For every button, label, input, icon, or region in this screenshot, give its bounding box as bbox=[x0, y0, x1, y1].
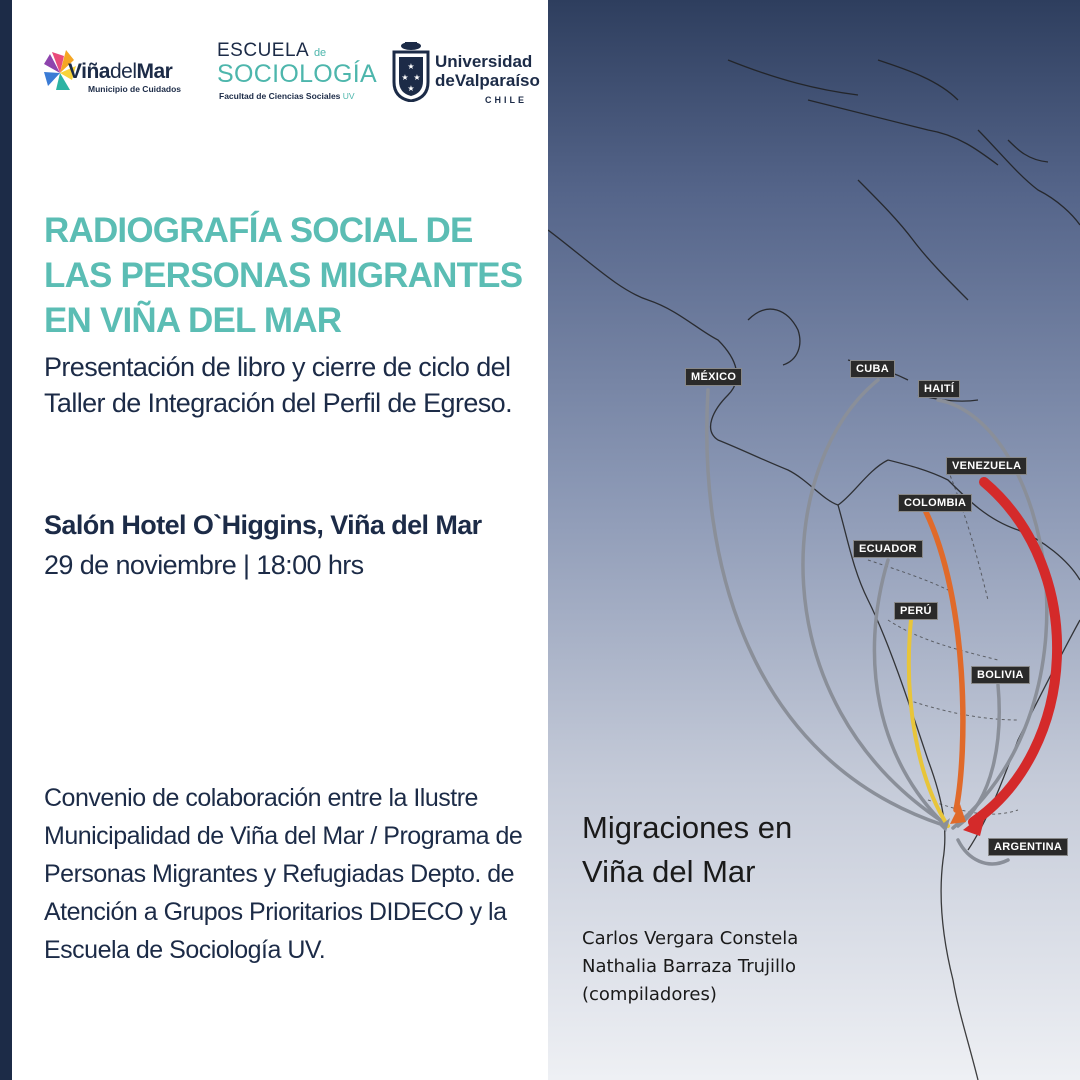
book-title bbox=[582, 806, 792, 894]
event-title bbox=[44, 208, 544, 343]
svg-text:★: ★ bbox=[401, 73, 409, 82]
collaboration-note: Convenio de colaboración entre la Ilustre Municipalidad de Viña del Mar / Programa de Personas Migrantes y Refugiadas Depto. de Atención a Grupos Prioritarios DIDECO y la Escuela de Sociología UV. bbox=[44, 784, 523, 964]
map-label-ecuador: ECUADOR bbox=[853, 540, 923, 558]
map-label-colombia: COLOMBIA bbox=[898, 494, 972, 512]
book-authors-note: (compiladores) bbox=[582, 984, 717, 1005]
escuela-sociologia-logo bbox=[217, 40, 377, 110]
book-authors bbox=[582, 925, 798, 1009]
event-subtitle: Presentación de libro y cierre de ciclo del Taller de Integración del Perfil de Egreso. bbox=[44, 352, 512, 418]
svg-text:★: ★ bbox=[407, 84, 415, 93]
book-cover-panel bbox=[548, 0, 1080, 1080]
escuela-logo-subtitle: Facultad de Ciencias Sociales UV bbox=[219, 91, 355, 101]
svg-text:★: ★ bbox=[413, 73, 421, 82]
uv-shield-icon bbox=[391, 40, 431, 102]
uv-logo-name: Universidad deValparaíso bbox=[435, 52, 540, 90]
vina-del-mar-logo bbox=[42, 42, 192, 102]
logo-row bbox=[42, 38, 542, 118]
book-author: Carlos Vergara Constela bbox=[582, 928, 799, 949]
americas-map bbox=[548, 0, 1080, 1080]
event-venue: Salón Hotel O`Higgins, Viña del Mar bbox=[44, 510, 482, 540]
uv-logo-country: CHILE bbox=[485, 95, 527, 105]
map-label-bolivia: BOLIVIA bbox=[971, 666, 1030, 684]
map-label-argentina: ARGENTINA bbox=[988, 838, 1068, 856]
svg-text:★: ★ bbox=[407, 62, 415, 71]
left-accent-bar bbox=[0, 0, 12, 1080]
book-author: Nathalia Barraza Trujillo bbox=[582, 956, 797, 977]
map-label-venezuela: VENEZUELA bbox=[946, 457, 1027, 475]
migration-arrows bbox=[707, 380, 1057, 864]
book-title-line: Migraciones en bbox=[582, 810, 793, 845]
book-title-line: Viña del Mar bbox=[582, 854, 756, 889]
arrow-colombia bbox=[926, 512, 963, 810]
universidad-valparaiso-logo bbox=[391, 40, 541, 114]
event-date: 29 de noviembre | 18:00 hrs bbox=[44, 550, 364, 580]
vina-logo-subtitle: Municipio de Cuidados bbox=[88, 84, 182, 94]
arrow-heads bbox=[940, 804, 986, 836]
event-title-line: EN VIÑA DEL MAR bbox=[44, 301, 342, 340]
info-panel bbox=[12, 0, 548, 1080]
map-label-cuba: CUBA bbox=[850, 360, 895, 378]
arrow-peru bbox=[909, 620, 948, 826]
escuela-logo-top: ESCUELA de bbox=[217, 40, 327, 61]
escuela-logo-main: SOCIOLOGÍA bbox=[217, 60, 377, 88]
map-label-haiti: HAITÍ bbox=[918, 380, 960, 398]
event-title-line: RADIOGRAFÍA SOCIAL DE bbox=[44, 211, 473, 250]
map-label-peru: PERÚ bbox=[894, 602, 938, 620]
vina-logo-name: ViñadelMar bbox=[68, 60, 173, 83]
map-label-mexico: MÉXICO bbox=[685, 368, 742, 386]
event-title-line: LAS PERSONAS MIGRANTES bbox=[44, 256, 523, 295]
